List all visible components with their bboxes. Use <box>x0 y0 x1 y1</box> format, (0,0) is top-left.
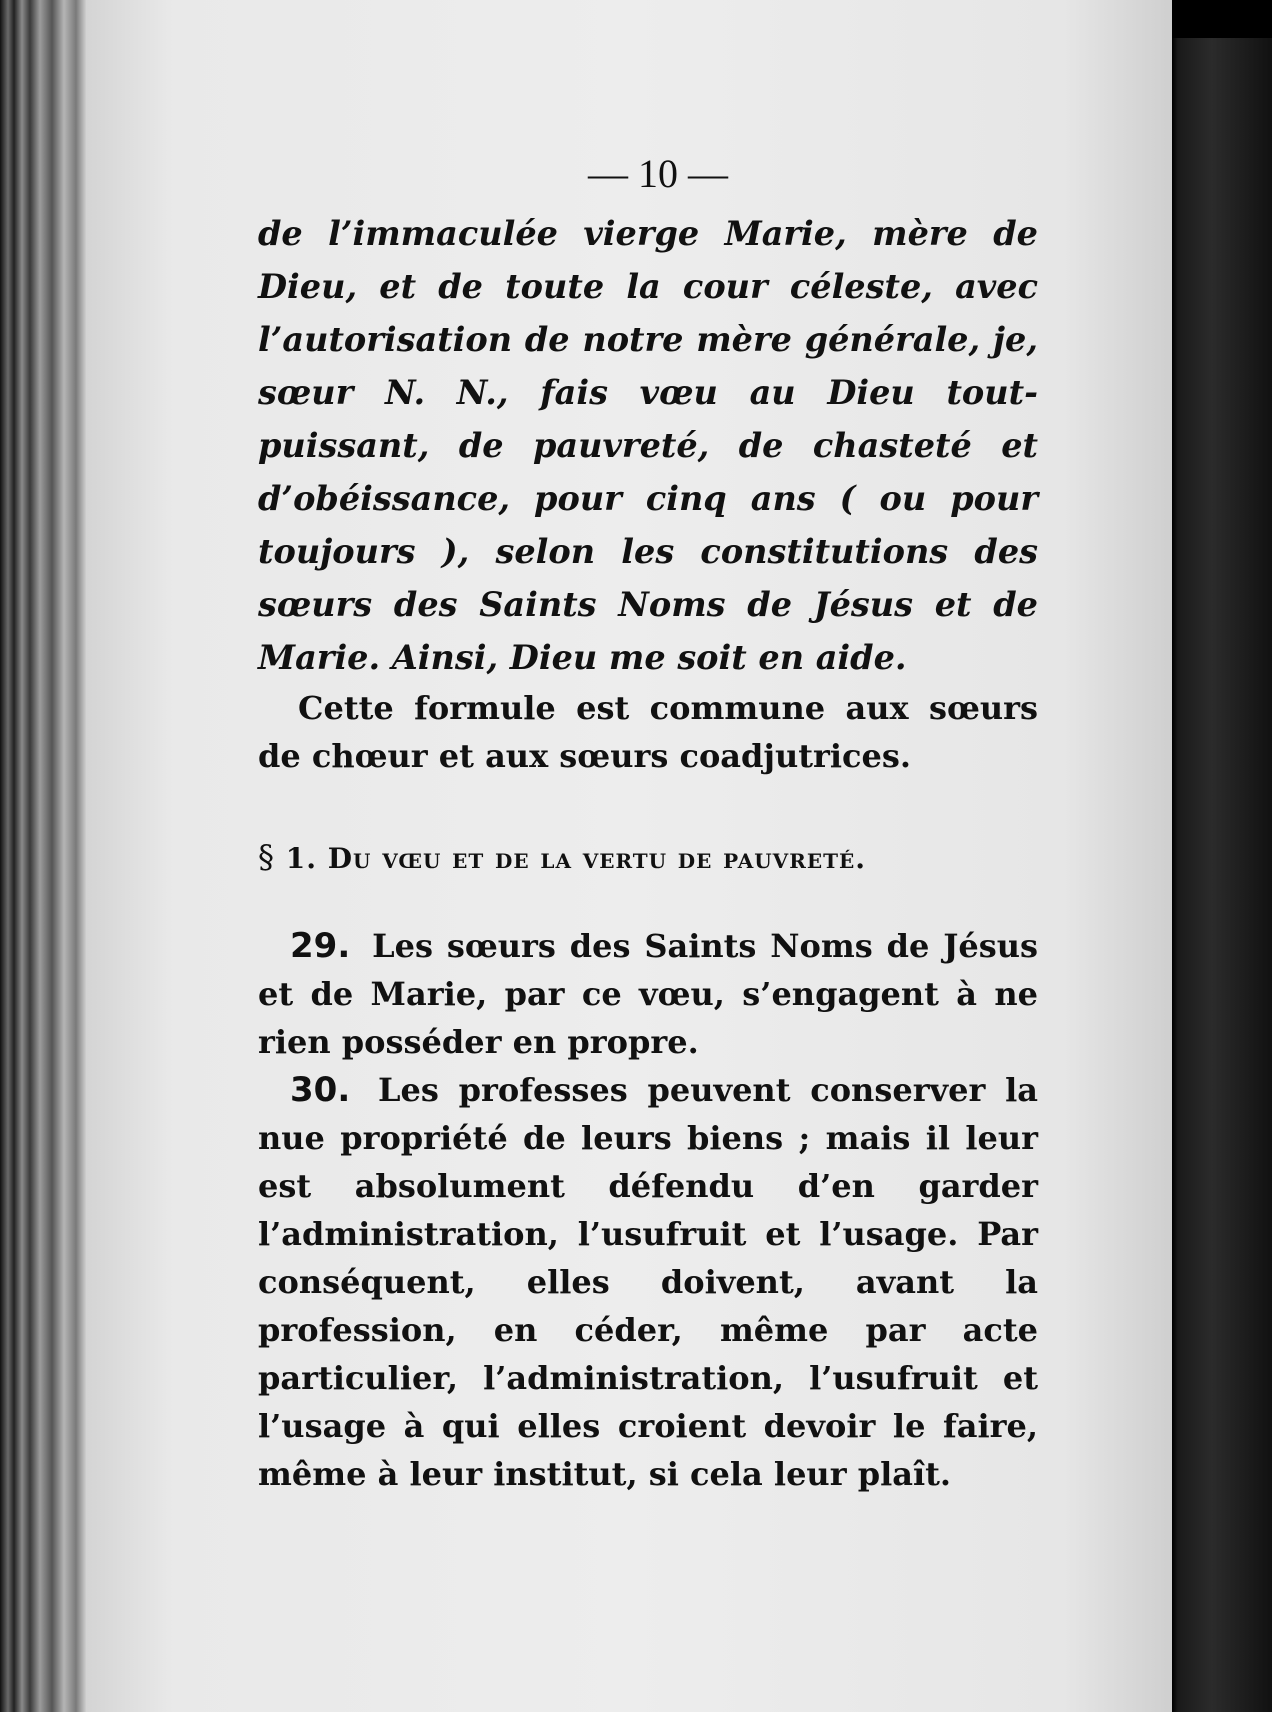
page-edge-shadow <box>1172 38 1272 1712</box>
page-number: — 10 — <box>588 151 728 196</box>
article-number: 30. <box>290 1070 351 1110</box>
article-text: Les professes peuvent conserver la nue propriété de leurs biens ; mais il leur est absolument défendu d’en garder l’administration, l’usufruit et l’usage. Par conséquent, elles doivent, avant la profession, en céder, même par acte particulier, l’administration, l’usufruit et l’usage à qui elles croient devoir le faire, même à leur institut, si cela leur plaît. <box>258 1071 1038 1493</box>
formula-note: Cette formule est commune aux sœurs de chœur et aux sœurs coadjutrices. <box>258 689 1038 775</box>
section-sign: § <box>258 838 275 876</box>
book-spine <box>0 0 86 1712</box>
article-29 <box>258 922 1038 1066</box>
page-text <box>258 150 1038 1498</box>
article-number: 29. <box>290 926 351 966</box>
article-text: Les sœurs des Saints Noms de Jésus et de Marie, par ce vœu, s’engagent à ne rien posséder en propre. <box>258 927 1039 1061</box>
section-title: Du vœu et de la vertu de pauvreté. <box>327 842 866 875</box>
vow-formula: de l’immaculée vierge Marie, mère de Dieu, et de toute la cour céleste, avec l’autorisation de notre mère générale, je, sœur N. N., fais vœu au Dieu tout-puissant, de pauvreté, de chasteté et d’obéissance, pour cinq ans ( ou pour toujours ), selon les constitutions des sœurs des Saints Noms de Jésus et de Marie. Ainsi, Dieu me soit en aide. <box>258 214 1038 677</box>
section-number: 1. <box>285 842 317 875</box>
article-30 <box>258 1066 1038 1498</box>
section-heading <box>258 838 1038 876</box>
